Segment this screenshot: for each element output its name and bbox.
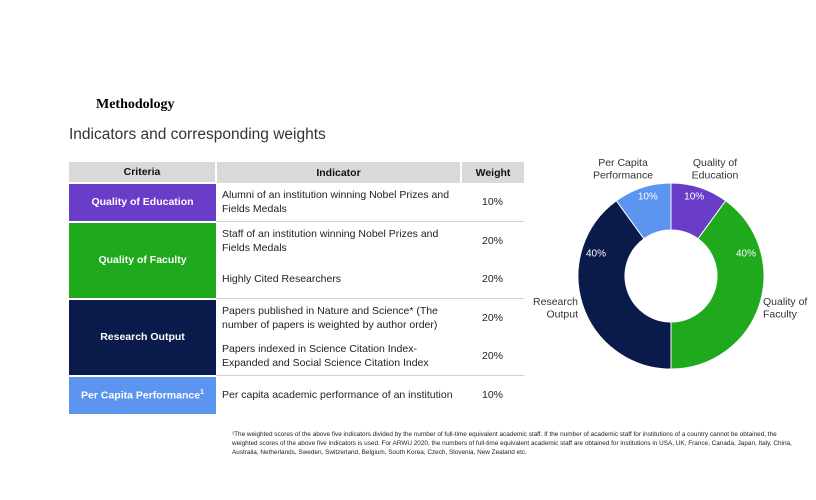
indicator-cell: Papers indexed in Science Citation Index-Expanded and Social Science Citation Index [222,343,429,369]
indicator-cell: Highly Cited Researchers [222,273,342,285]
criteria-label: Per Capita Performance [81,389,201,402]
indicator-cell: Per capita academic performance of an institution [216,376,461,415]
footnote-marker: 1 [200,389,204,396]
page-heading: Methodology [96,97,175,112]
criteria-cell [69,222,216,299]
criteria-label: Research Output [100,331,185,343]
header-indicator: Indicator [216,162,461,183]
header-criteria: Criteria [69,162,216,183]
indicator-cell: Papers published in Nature and Science* (The number of papers is weighted by author order) [216,299,461,338]
criteria-cell [69,376,216,415]
criteria-cell [69,299,216,376]
weights-donut-chart [520,150,810,390]
weight-cell: 20% [461,299,524,338]
slice-value-label: 10% [637,191,658,203]
slice-value-label: 10% [684,191,705,203]
table-row [69,376,524,415]
table-body [69,183,524,414]
table-row [69,183,524,222]
page-subheading: Indicators and corresponding weights [69,126,326,143]
footnote: ¹The weighted scores of the above five indicators divided by the number of full-time equivalent academic staff. If the number of academic staff for institutions of a country cannot be obtained, the weighted scores of the above five indicators is used. For ARWU 2020, the numbers of full-time equivalent academic staff are obtained for institutions in USA, UK, France, Canada, Japan, Italy, China, Australia, Netherlands, Sweden, Switzerland, Belgium, South Korea, Czech, Slovenia, New Zealand etc. [232,431,792,456]
slice-category-label: Quality of Education [691,157,739,182]
criteria-cell [69,183,216,222]
slice-category-label: Quality of Faculty [763,296,808,321]
slice-category-label: Per Capita Performance [592,157,654,182]
weight-cell: 20% [461,222,524,261]
slice-category-label: Research Output [533,296,578,321]
weight-cell: 10% [461,376,524,415]
table-header-row [69,162,524,183]
indicator-cell: Alumni of an institution winning Nobel Prizes and Fields Medals [222,189,450,215]
weight-cell: 20% [481,350,503,362]
criteria-label: Quality of Faculty [98,254,187,266]
header-weight: Weight [461,162,524,183]
criteria-label: Quality of Education [91,196,194,209]
slice-value-label: 40% [735,248,757,260]
slice-value-label: 40% [585,248,607,260]
weight-cell: 20% [481,273,503,285]
weight-cell: 10% [481,196,503,208]
table-row [69,299,524,338]
indicator-cell: Staff of an institution winning Nobel Prizes and Fields Medals [216,222,461,261]
table-row [69,222,524,261]
criteria-table [69,162,524,414]
